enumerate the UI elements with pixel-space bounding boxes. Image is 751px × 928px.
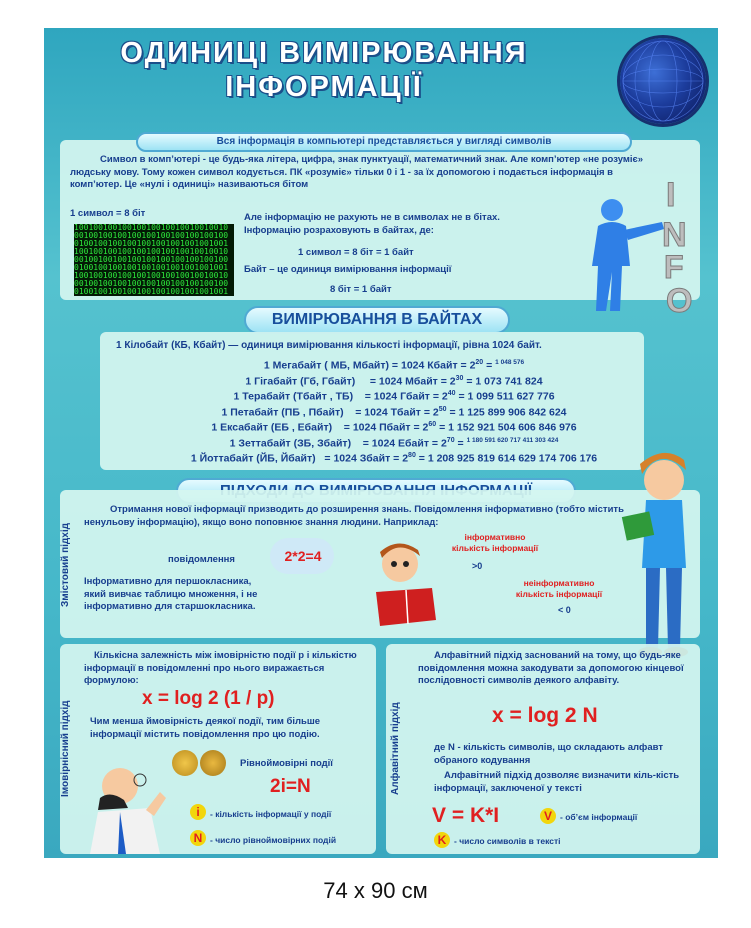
- k-badge: K: [434, 832, 450, 848]
- probability-text-2: Чим менша ймовірність деякої події, тим більше інформації містить повідомлення про цю подію.: [90, 716, 321, 740]
- less-than-zero: < 0: [558, 605, 571, 615]
- equiprobable-label: Рівноймовірні події: [240, 758, 333, 769]
- content-approach-tab: Змістовий підхід: [60, 523, 71, 607]
- bit-equation: 1 символ = 8 біт: [70, 208, 146, 219]
- byte-row-base: 2: [469, 359, 476, 372]
- probability-formula-2: 2i=N: [270, 776, 311, 797]
- byte-row: [134, 388, 654, 403]
- probability-tab: Імовірнісний підхід: [60, 700, 71, 798]
- byte-row-equals: =: [446, 406, 459, 418]
- byte-equation: 1 символ = 8 біт = 1 байт: [298, 247, 414, 258]
- uninformative-label: [504, 578, 614, 600]
- byte-row-exponent: 80: [408, 452, 416, 459]
- byte-row-name: 1 Гігабайт (Гб, Гбайт) = 1024 Мбайт =: [245, 375, 450, 387]
- byte-row-equals: =: [483, 359, 496, 372]
- byte-row-value: 1 180 591 620 717 411 303 424: [466, 436, 559, 444]
- poster-title: [44, 36, 604, 104]
- info-letter-f: F: [664, 249, 684, 285]
- byte-row-base: 2: [422, 421, 429, 434]
- content-approach-text: Отримання нової інформації призводить до розширення знань. Повідомлення інформативно (тобто містить ненульову інформацію), якщо воно поповнює знання людини. Наприклад:: [84, 504, 624, 528]
- byte-row-equals: =: [454, 437, 467, 449]
- probability-text-1: Кількісна залежність між імовірністю події p і кількістю інформації в повідомленні про нього виражається формулою:: [84, 650, 357, 686]
- thinking-man-illustration: [80, 758, 176, 856]
- info-letter-i: I: [666, 176, 676, 214]
- kilobyte-definition: 1 Кілобайт (КБ, Кбайт) — одиниця вимірювання кількості інформації, рівна 1024 байт.: [116, 340, 542, 351]
- amount-label-1: кількість інформації: [451, 543, 539, 553]
- globe-icon: [620, 38, 706, 124]
- bytes-header: ВИМІРЮВАННЯ В БАЙТАХ: [244, 306, 510, 334]
- byte-row: [134, 373, 654, 388]
- byte-row: [134, 357, 654, 372]
- alphabet-text-1: Алфавітний підхід заснований на тому, що будь-яке повідомлення можна закодувати за допомогою кінцевої послідовності символів деякого алфавіту.: [418, 650, 684, 686]
- byte-row-base: 2: [432, 406, 439, 418]
- alphabet-formula: x = log 2 N: [492, 704, 598, 727]
- byte-equation-2: 8 біт = 1 байт: [330, 284, 392, 295]
- title-line-2: ІНФОРМАЦІЇ: [225, 71, 423, 103]
- byte-row-exponent: 60: [428, 421, 437, 428]
- byte-definition: Байт – це одиниця вимірювання інформації: [244, 264, 452, 275]
- i-badge: i: [190, 804, 206, 820]
- man-info-illustration: [584, 166, 714, 316]
- byte-row-name: 1 Мегабайт ( МБ, Мбайт) = 1024 Кбайт =: [263, 359, 470, 372]
- alphabet-formula-2: V = K*I: [432, 804, 500, 827]
- greater-than-zero: >0: [472, 561, 483, 571]
- byte-row-name: 1 Ексабайт (ЕБ , Ебайт) = 1024 Пбайт =: [211, 421, 423, 434]
- byte-row-value: 1 073 741 824: [475, 375, 543, 387]
- alphabet-text-2: де N - кількість символів, що складають алфавт обраного кодування: [434, 742, 663, 766]
- alphabet-tab: Алфавітний підхід: [390, 702, 401, 796]
- k-description: - число символів в тексті: [454, 836, 561, 846]
- byte-row-base: 2: [441, 390, 448, 403]
- title-line-1: ОДИНИЦІ ВИМІРЮВАННЯ: [120, 37, 528, 69]
- byte-row-base: 2: [402, 452, 409, 465]
- byte-row-name: 1 Йоттабайт (ЙБ, Йбайт) = 1024 Збайт =: [190, 452, 403, 465]
- v-description: - об’єм інформації: [560, 812, 638, 822]
- byte-row-value: 1 048 576: [495, 359, 525, 366]
- byte-row-name: 1 Зеттабайт (ЗБ, Збайт) = 1024 Ебайт =: [229, 437, 441, 449]
- symbols-paragraph: Символ в комп’ютері - це будь-яка літера, цифра, знак пунктуації, математичний знак. Але комп’ютер «не розуміє» людську мову. Тому кожен символ кодується. ПК «розуміє» тільки 0 і 1 - за їх допомогою і подається інформація в комп’ютер. Це «нулі і одиниці» називаються бітом: [70, 154, 644, 190]
- byte-row-exponent: 70: [446, 436, 455, 444]
- byte-row-exponent: 50: [438, 405, 447, 413]
- byte-row-value: 1 099 511 627 776: [467, 390, 555, 403]
- informative-word: інформативно: [464, 532, 526, 542]
- info-letter-n: N: [662, 216, 687, 254]
- byte-row-name: 1 Терабайт (Тбайт , ТБ) = 1024 Гбайт =: [233, 390, 442, 403]
- byte-row-equals: =: [436, 421, 449, 434]
- byte-row-base: 2: [449, 375, 456, 387]
- info-letter-o: O: [666, 282, 693, 316]
- n-badge: N: [190, 830, 206, 846]
- byte-row-exponent: 30: [455, 374, 464, 382]
- v-badge: V: [540, 808, 556, 824]
- byte-row-value: 1 125 899 906 842 624: [458, 406, 567, 418]
- byte-row-exponent: 20: [475, 359, 484, 366]
- probability-formula: x = log 2 (1 / p): [142, 688, 275, 709]
- byte-row-equals: =: [455, 390, 468, 403]
- byte-row: [134, 419, 654, 434]
- byte-row-value: 1 208 925 819 614 629 174 706 176: [427, 452, 598, 465]
- alphabet-text-3: Алфавітний підхід дозволяє визначити кіль-кість інформації, заключеної у тексті: [434, 770, 680, 794]
- uninformative-word: неінформативно: [523, 578, 595, 588]
- content-example: Інформативно для першокласника, який вивчає таблицю множення, і не інформативно для старшокласника.: [84, 576, 258, 612]
- i-description: - кількість інформації у події: [210, 809, 332, 819]
- amount-label-2: кількість інформації: [515, 589, 603, 599]
- informative-label: [440, 532, 550, 554]
- byte-row-equals: =: [463, 375, 476, 387]
- binary-matrix-image: 10010010010010010010010010010010 00100100100100100100100100100100 01001001001001001001001001001001 10010010010010010010010010010010 00100100100100100100100100100100 01001001001001001001001001001001 10010010010010010010010010010010 00100100100100100100100100100100 01001001001001001001001001001001: [74, 224, 234, 296]
- byte-row-value: 1 152 921 504 606 846 976: [448, 421, 577, 434]
- boy-standing-illustration: [620, 452, 700, 662]
- size-caption: 74 x 90 см: [323, 878, 428, 903]
- byte-row-name: 1 Петабайт (ПБ , Пбайт) = 1024 Тбайт =: [221, 406, 433, 418]
- message-label: повідомлення: [168, 554, 235, 565]
- poster: [44, 28, 718, 858]
- byte-row-equals: =: [415, 452, 428, 465]
- byte-row: [134, 450, 654, 465]
- bytes-intro: Але інформацію не рахують не в символах не в бітах. Інформацію розраховують в байтах, де:: [244, 212, 500, 236]
- boy-reading-illustration: [362, 542, 446, 630]
- cloud-expression: 2*2=4: [284, 548, 322, 564]
- n-description: - число рівноймовірних подій: [210, 835, 337, 845]
- byte-row-exponent: 40: [447, 390, 456, 397]
- byte-row-base: 2: [440, 437, 447, 449]
- byte-row: [134, 435, 654, 450]
- symbols-header: Вся інформація в компьютері представляється у вигляді символів: [136, 132, 632, 152]
- byte-row: [134, 404, 654, 419]
